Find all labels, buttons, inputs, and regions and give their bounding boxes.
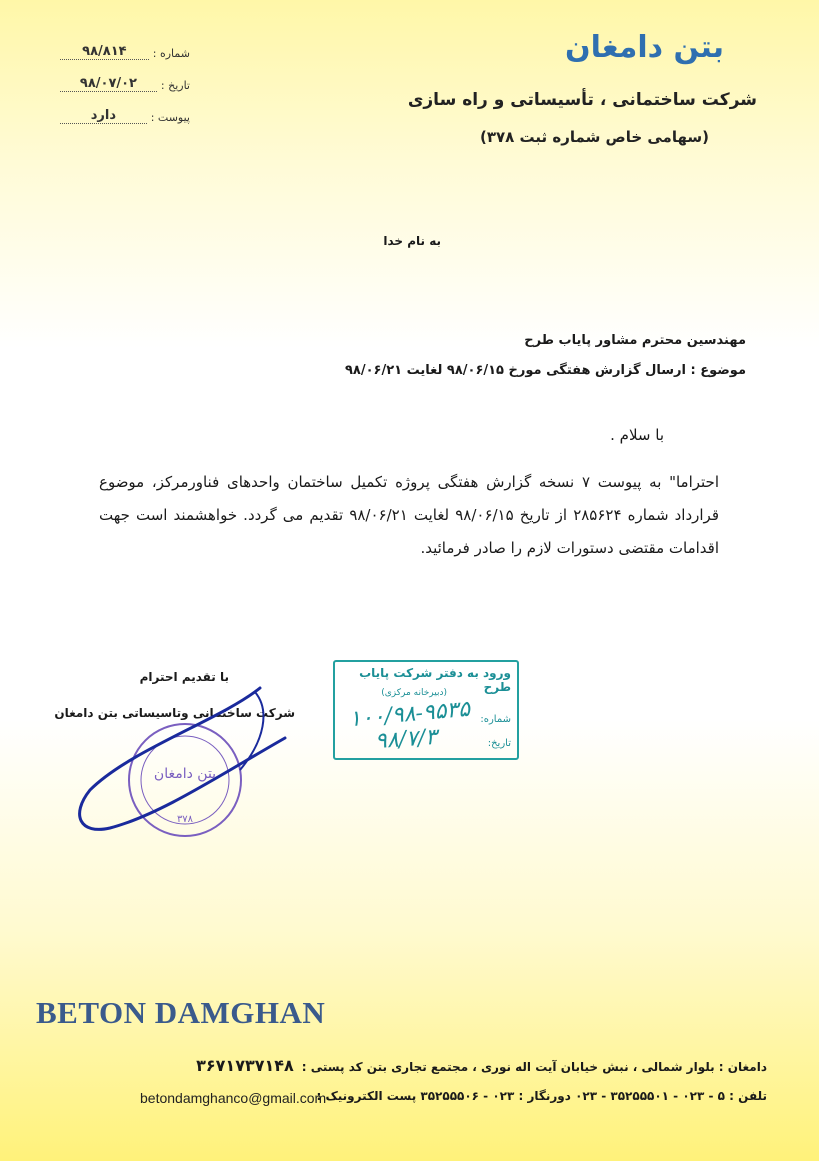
- meta-number: [60, 44, 190, 60]
- address-text: دامغان : بلوار شمالی ، نبش خیابان آیت اله نوری ، مجتمع تجاری بتن کد پستی :: [301, 1060, 767, 1074]
- closing: با تقدیم احترام: [139, 670, 229, 684]
- stamp-number-value: ۱۰۰/۹۸-۹۵۳۵: [348, 696, 472, 733]
- meta-date: [60, 76, 190, 92]
- recipient: مهندسین محترم مشاور پایاب طرح: [524, 333, 746, 348]
- seal-name: بتن دامغان: [153, 766, 217, 782]
- seal-registration: ۳۷۸: [176, 814, 194, 825]
- company-description: شرکت ساختمانی ، تأسیساتی و راه سازی: [407, 90, 757, 110]
- meta-attachment-value: دارد: [60, 108, 147, 124]
- meta-number-value: ۹۸/۸۱۴: [60, 44, 149, 60]
- footer-brand: BETON DAMGHAN: [36, 995, 326, 1030]
- company-seal: [129, 724, 241, 836]
- received-stamp: [333, 660, 519, 760]
- company-registration: (سهامی خاص شماره ثبت ۳۷۸): [479, 128, 709, 146]
- company-brand: بتن دامغان: [564, 30, 724, 65]
- invocation: به نام خدا: [383, 234, 441, 248]
- signer-company: شرکت ساختمانی وتاسیساتی بتن دامغان: [54, 706, 295, 720]
- meta-number-label: شماره :: [152, 47, 190, 60]
- stamp-number-label: شماره:: [480, 714, 511, 725]
- footer-phone: تلفن : ۵ - ۰۲۳ - ۳۵۲۵۵۵۰۱ - ۰۲۳ دورنگار : ۰۲۳ - ۳۵۲۵۵۵۰۶ پست الکترونیک :: [316, 1089, 767, 1103]
- stamp-subtitle: (دبیرخانه مرکزی): [381, 688, 447, 698]
- stamp-date-label: تاریخ:: [487, 738, 511, 749]
- stamp-title: ورود به دفتر شرکت پایاب طرح: [359, 666, 511, 694]
- stamp-date-value: ۹۸/۷/۳: [374, 724, 438, 755]
- meta-date-label: تاریخ :: [160, 79, 190, 92]
- meta-date-value: ۹۸/۰۷/۰۲: [60, 76, 157, 92]
- footer-email[interactable]: betondamghanco@gmail.com: [140, 1090, 327, 1106]
- meta-attachment: [60, 108, 190, 124]
- letter-body: احتراما" به پیوست ۷ نسخه گزارش هفتگی پروژه تکمیل ساختمان واحدهای فناورمرکز، موضوع قرارداد شماره ۲۸۵۶۲۴ از تاریخ ۹۸/۰۶/۱۵ لغایت ۹۸/۰۶/۲۱ تقدیم می گردد. خواهشمند است جهت اقدامات مقتضی دستورات لازم را صادر فرمائید.: [99, 473, 719, 557]
- subject-line: موضوع : ارسال گزارش هفتگی مورخ ۹۸/۰۶/۱۵ لغایت ۹۸/۰۶/۲۱: [344, 363, 746, 378]
- postal-code: ۳۶۷۱۷۳۷۱۴۸: [196, 1056, 294, 1075]
- meta-attachment-label: پیوست :: [150, 111, 190, 124]
- handwritten-signature: [80, 688, 285, 829]
- greeting: با سلام .: [610, 426, 664, 444]
- footer-address: [196, 1056, 767, 1075]
- signature-seal: [70, 680, 310, 860]
